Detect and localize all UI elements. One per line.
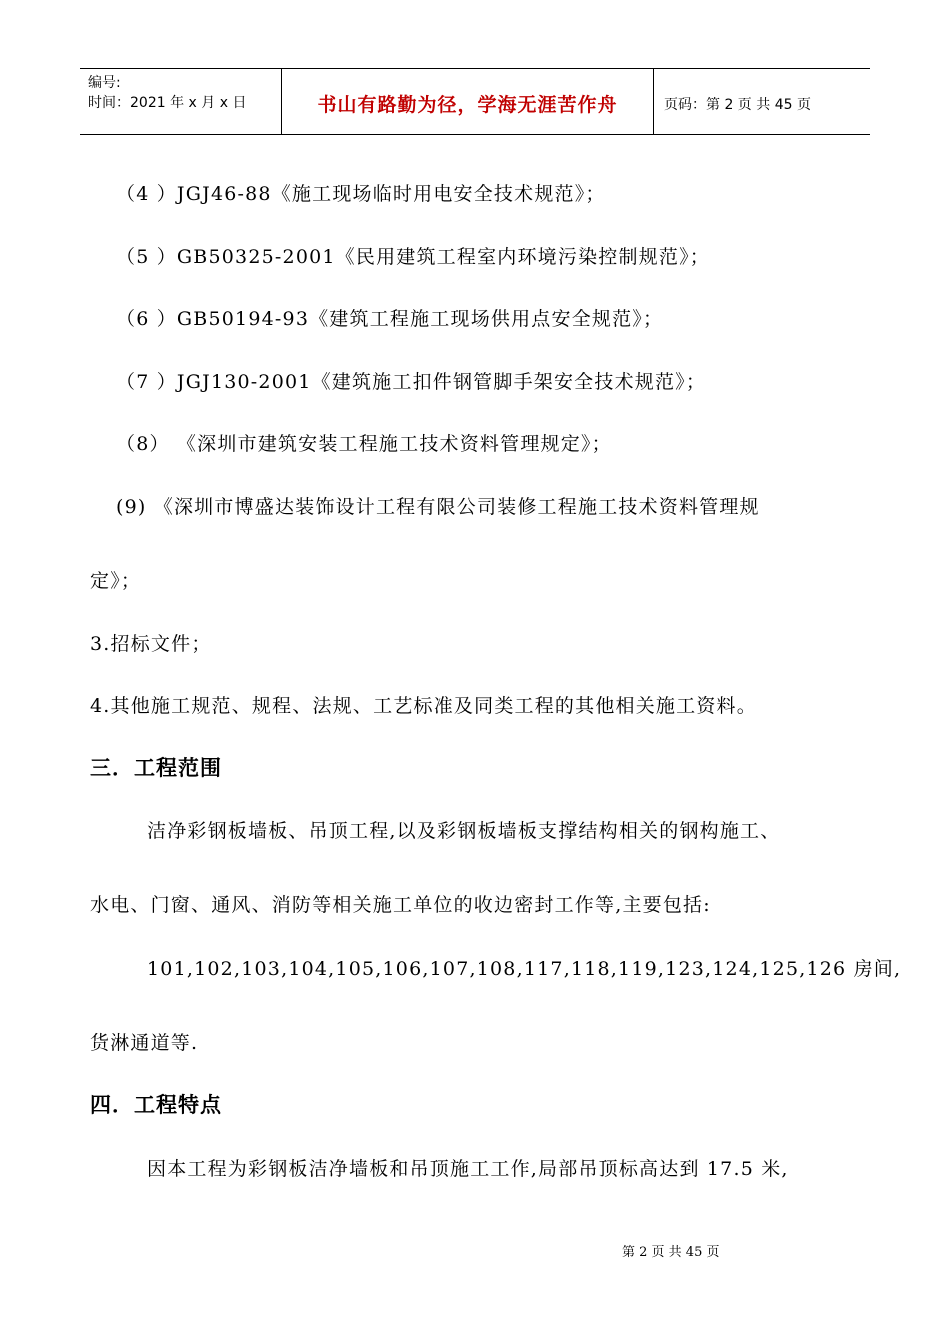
- header-meta-cell: [80, 69, 282, 134]
- page-header: [80, 68, 870, 135]
- section-3-para1-line1: 洁净彩钢板墙板、吊顶工程,以及彩钢板墙板支撑结构相关的钢构施工、: [147, 820, 781, 842]
- header-page-cell: [654, 69, 870, 134]
- section-4-title: 四．工程特点: [90, 1093, 222, 1117]
- reference-item-4: （4 ）JGJ46-88《施工现场临时用电安全技术规范》；: [116, 183, 606, 205]
- page-info: 页码：第 2 页 共 45 页: [664, 96, 811, 113]
- section-3-para2-line1: 101,102,103,104,105,106,107,108,117,118,119,123,124,125,126 房间,: [147, 958, 902, 980]
- page-footer: 第 2 页 共 45 页: [622, 1245, 720, 1260]
- reference-item-8: （8） 《深圳市建筑安装工程施工技术资料管理规定》；: [116, 433, 612, 455]
- section-3-title: 三．工程范围: [90, 756, 222, 780]
- section-3-para2-line2: 货淋通道等.: [90, 1032, 199, 1054]
- number-label: 编号:: [88, 75, 121, 91]
- reference-item-7: （7 ）JGJ130-2001《建筑施工扣件钢管脚手架安全技术规范》；: [116, 371, 707, 393]
- section-3-para1-line2: 水电、门窗、通风、消防等相关施工单位的收边密封工作等,主要包括:: [90, 894, 711, 916]
- date-label: 时间：2021 年 x 月 x 日: [88, 95, 247, 111]
- reference-item-5: （5 ）GB50325-2001《民用建筑工程室内环境污染控制规范》；: [116, 246, 710, 268]
- header-motto-cell: [282, 69, 654, 134]
- section-4-para1-line1: 因本工程为彩钢板洁净墙板和吊顶施工工作,局部吊顶标高达到 17.5 米,: [147, 1158, 789, 1180]
- basis-item-3: 3.招标文件；: [90, 633, 212, 655]
- motto-text: 书山有路勤为径，学海无涯苦作舟: [317, 94, 618, 116]
- basis-item-4: 4.其他施工规范、规程、法规、工艺标准及同类工程的其他相关施工资料。: [90, 695, 757, 717]
- reference-item-9: (9) 《深圳市博盛达装饰设计工程有限公司装修工程施工技术资料管理规: [116, 496, 760, 518]
- reference-item-9-continued: 定》；: [90, 570, 142, 592]
- reference-item-6: （6 ）GB50194-93《建筑工程施工现场供用点安全规范》；: [116, 308, 664, 330]
